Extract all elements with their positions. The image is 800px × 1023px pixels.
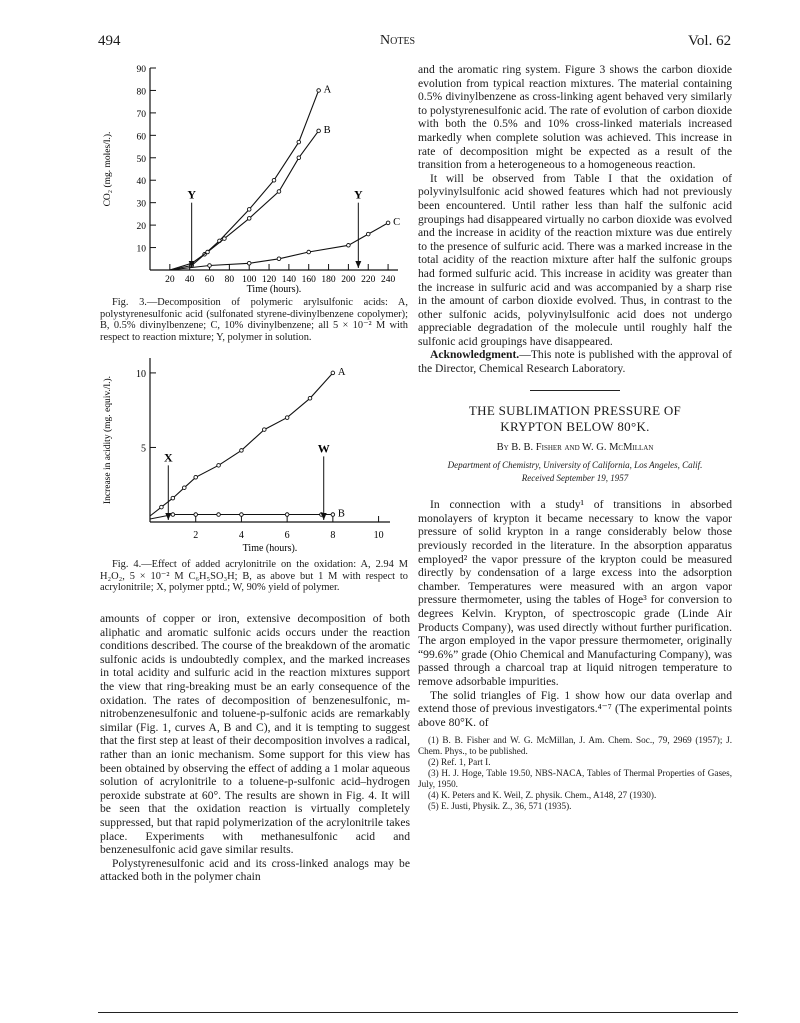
references <box>418 735 732 812</box>
x-tick-label: 180 <box>321 275 336 285</box>
data-point <box>347 244 351 248</box>
x-axis-label: Time (hours). <box>246 284 302 295</box>
data-point <box>171 496 175 500</box>
annotation-label: Y <box>353 187 363 202</box>
x-tick-label: 20 <box>165 275 175 285</box>
data-point <box>217 513 221 517</box>
data-point <box>240 513 244 517</box>
x-tick-label: 60 <box>204 275 215 285</box>
data-point <box>285 416 289 420</box>
series-label-b: B <box>337 508 345 520</box>
series-line-c <box>170 223 388 270</box>
article-received: Received September 19, 1957 <box>521 473 629 484</box>
data-point <box>160 505 164 509</box>
x-tick-label: 160 <box>301 275 316 285</box>
body-paragraph: It will be observed from Table I that the oxidation of polyvinylsulfonic acid showed features which had not previously been encountered. Until rather less than half the sulfonic acid groupings had disappeared virtually no carbon dioxide was evolved and the increase in acidity of the reaction mixture was due entirely to the presence of sulfuric acid. There was a marked increase in the total acidity of the reaction mixture after half the sulfonic groups had formed sulfuric acid. This increase in acidity was greater than the increase in sulfuric acid and was accompanied by a sharp rise in the amount of carbon dioxide evolved. Thus, in contrast to the other sulfonic acids, polyvinylsulfonic acid does not undergo appreciable degradation of the molecule until roughly half the sulfonic acid groupings have disappeared. <box>418 171 732 348</box>
figure-3-chart <box>98 60 408 295</box>
data-point <box>317 129 321 133</box>
x-tick-label: 40 <box>184 275 195 285</box>
series-line-a <box>150 373 333 516</box>
bottom-rule <box>98 1012 738 1013</box>
x-tick-label: 100 <box>242 275 257 285</box>
y-axis-label: CO₂ (mg. moles/l.). <box>103 131 113 207</box>
data-point <box>208 264 212 268</box>
data-point <box>366 232 370 236</box>
y-tick-label: 80 <box>136 87 146 98</box>
annotation-label: X <box>163 450 173 465</box>
x-tick-label: 220 <box>361 275 376 285</box>
y-tick-label: 40 <box>136 177 146 188</box>
reference-item: (2) Ref. 1, Part I. <box>428 757 491 768</box>
data-point <box>262 428 266 432</box>
body-paragraph: In connection with a study¹ of transitions in absorbed monolayers of krypton it became necessary to know the vapor pressure of solid krypton in a range considerably below those previously recorded in the literature. In the absorption apparatus employed² the vapor pressure of the krypton could be measured directly by condensation of a large excess into the adsorption chamber. Temperatures were measured with an argon vapor pressure thermometer, using the tables of Hoge³ for conversion to degrees Kelvin. Krypton, of spectroscopic grade (Linde Air Products Company), was used directly without further purification. The argon employed in the vapor pressure thermometer, originally “99.6%” grade (Ohio Chemical and Manufacturing Company), was passed through a charcoal trap at liquid nitrogen temperature to remove adsorbable impurities. <box>418 498 732 688</box>
data-point <box>171 513 175 517</box>
article-title-line: THE SUBLIMATION PRESSURE OF <box>468 402 682 418</box>
data-point <box>317 89 321 93</box>
data-point <box>308 396 312 400</box>
x-tick-label: 8 <box>330 530 336 541</box>
acknowledgment-text: —This note is published with the approval of the Director, Chemical Research Laboratory. <box>418 348 732 376</box>
data-point <box>331 371 335 375</box>
series-label-c: C <box>393 216 401 228</box>
y-tick-label: 90 <box>136 65 146 75</box>
data-point <box>217 464 221 468</box>
data-point <box>307 250 311 254</box>
x-tick-label: 4 <box>238 530 244 541</box>
data-point <box>223 237 227 241</box>
body-paragraph: and the aromatic ring system. Figure 3 shows the carbon dioxide evolution from typical reaction mixtures. The material containing 0.5% divinylbenzene as cross-linking agent behaved very similarly to polystyrenesulfonic acid. The rate of evolution of carbon dioxide with both the 0.5% and 10% cross-linked materials increased markedly when complete solution was achieved. This increase in rate of decomposition might be expected as a result of the transition from a heterogeneous to a homogeneous reaction. <box>418 63 732 172</box>
y-tick-label: 60 <box>136 132 146 143</box>
data-point <box>247 208 251 212</box>
x-tick-label: 200 <box>341 275 356 285</box>
reference-item: (4) K. Peters and K. Weil, Z. physik. Chem., A148, 27 (1930). <box>428 790 657 801</box>
y-tick-label: 70 <box>136 109 146 120</box>
y-tick-label: 10 <box>136 244 146 255</box>
series-label-a: A <box>323 84 332 96</box>
y-tick-label: 20 <box>136 222 146 233</box>
data-point <box>285 513 289 517</box>
data-point <box>240 449 244 453</box>
x-tick-label: 2 <box>193 530 199 541</box>
x-tick-label: 10 <box>373 530 384 541</box>
acknowledgment <box>418 348 732 375</box>
body-paragraph: Polystyrenesulfonic acid and its cross-linked analogs may be attacked both in the polymer chain <box>100 856 410 884</box>
body-paragraph: amounts of copper or iron, extensive decomposition of both aliphatic and aromatic sulfonic acids occurs under the reaction conditions described. The course of the breakdown of the aromatic sulfonic acids is undoubtedly complex, and the marked increases in total acidity and sulfuric acid in the reaction mixtures support the view that ring-breaking must be an early consequence of the oxidation. The rates of decomposition of benzenesulfonic, m-nitrobenzenesulfonic and toluene-p-sulfonic acids are remarkably similar (Fig. 1, curves A, B and C), and it is tempting to suggest that the first step at least of their decomposition involves a radical, rather than an ionic mechanism. Some support for this view has been obtained by observing the effect of adding a 1 molar aqueous solution of acrylonitrile to a toluene-p-sulfonic acid–hydrogen peroxide substrate at 60°. The results are shown in Fig. 4. It will be seen that the oxidation reaction is virtually completely suppressed, but that rapid polymerization of the acrylonitrile takes place. Experiments with methanesulfonic acid and benzenesulfonic acid gave similar results. <box>100 612 410 857</box>
article-title <box>418 403 732 435</box>
body-paragraph: The solid triangles of Fig. 1 show how our data overlap and extend those of previous investigators.⁴⁻⁷ (The experimental points above 80°K. of <box>418 688 732 729</box>
figure-4-caption <box>100 559 408 594</box>
y-axis-label: Increase in acidity (mg. equiv./l.). <box>103 375 113 505</box>
data-point <box>331 513 335 517</box>
x-tick-label: 240 <box>380 275 396 285</box>
data-point <box>194 513 198 517</box>
annotation-label: W <box>317 441 330 456</box>
article-affiliation: Department of Chemistry, University of California, Los Angeles, Calif. <box>447 460 703 471</box>
left-column <box>100 612 410 884</box>
running-head: Notes <box>380 33 416 48</box>
data-point <box>194 475 198 479</box>
data-point <box>297 156 301 160</box>
y-tick-label: 30 <box>136 199 146 210</box>
x-axis-label: Time (hours). <box>242 543 298 554</box>
annotation-arrowhead <box>165 513 171 520</box>
series-label-a: A <box>337 366 346 378</box>
reference-item: (3) H. J. Hoge, Table 19.50, NBS-NACA, Tables of Thermal Properties of Gases, July, 1950. <box>418 768 732 790</box>
data-point <box>247 261 251 265</box>
x-tick-label: 6 <box>284 530 290 541</box>
y-tick-label: 50 <box>136 154 146 165</box>
annotation-arrowhead <box>355 261 361 268</box>
data-point <box>247 217 251 221</box>
figure-3-caption-text: Fig. 3.—Decomposition of polymeric arylsulfonic acids: A, polystyrenesulfonic acid (sulfonated styrene-divinylbenzene copolymer); B, 0.5% divinylbenzene; C, 10% divinylbenzene; all 5 × 10⁻² M with respect to reaction mixture; Y, polymer in solution. <box>100 297 408 343</box>
right-column <box>418 63 732 812</box>
figure-4-chart <box>98 350 408 555</box>
x-tick-label: 120 <box>261 275 277 285</box>
figure-3-caption <box>100 297 408 343</box>
acknowledgment-label: Acknowledgment. <box>430 348 520 362</box>
series-label-b: B <box>323 124 331 136</box>
data-point <box>272 178 276 182</box>
page-number: 494 <box>98 33 121 49</box>
data-point <box>182 486 186 490</box>
data-point <box>297 140 301 144</box>
reference-item: (1) B. B. Fisher and W. G. McMillan, J. Am. Chem. Soc., 79, 2969 (1957); J. Chem. Phys., to be published. <box>418 735 732 757</box>
x-tick-label: 80 <box>224 275 235 285</box>
data-point <box>386 221 390 225</box>
data-point <box>277 190 281 194</box>
annotation-label: Y <box>187 187 196 202</box>
y-tick-label: 10 <box>136 368 146 380</box>
figure-4-caption-text: Fig. 4.—Effect of added acrylonitrile on the oxidation: A, 2.94 M H₂O₂, 5 × 10⁻² M C₆H₅SO₃H; B, as above but 1 M with respect to acrylonitrile; X, polymer pptd.; W, 90% yield of polymer. <box>100 559 408 594</box>
article-title-line: KRYPTON BELOW 80°K. <box>500 418 650 434</box>
y-tick-label: 5 <box>141 443 146 455</box>
article-byline: By B. B. Fisher and W. G. McMillan <box>496 441 654 453</box>
x-tick-label: 140 <box>281 275 297 285</box>
data-point <box>277 257 281 261</box>
data-point <box>206 250 210 254</box>
reference-item: (5) E. Justi, Physik. Z., 36, 571 (1935). <box>428 801 572 812</box>
volume: Vol. 62 <box>688 33 732 49</box>
